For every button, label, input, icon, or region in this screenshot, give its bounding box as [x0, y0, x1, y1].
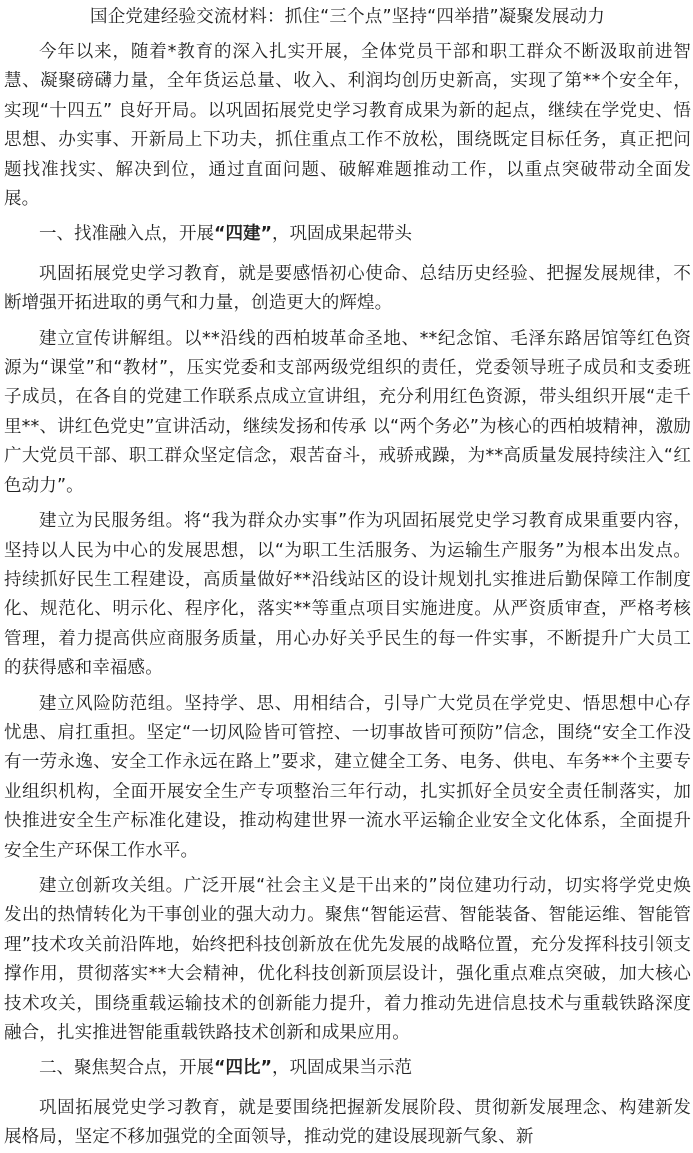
- service-group-paragraph: 建立为民服务组。将“我为群众办实事”作为巩固拓展党史学习教育成果重要内容，坚持以人民为中心的发展思想，以“为职工生活服务、为运输生产服务”为根本出发点。持续抓好民生工程建设，高质量做好**沿线站区的设计规划扎实推进后勤保障工作制度化、规范化、明示化、程序化，落实**等重点项目实施进度。从严资质审查，严格考核管理，着力提高供应商服务质量，用心办好关乎民生的每一件实事，不断提升广大员工的获得感和幸福感。: [4, 511, 691, 679]
- document-title: 国企党建经验交流材料：抓住“三个点”坚持“四举措”凝聚发展动力: [90, 7, 605, 27]
- innovation-group-paragraph: 建立创新攻关组。广泛开展“社会主义是干出来的”岗位建功行动，切实将学党史焕发出的热情转化为干事创业的强大动力。聚焦“智能运营、智能装备、智能运维、智能管理”技术攻关前沿阵地，始终把科技创新放在优先发展的战略位置，充分发挥科技引领支撑作用，贯彻落实**大会精神，优化科技创新顶层设计，强化重点难点突破，加大核心技术攻关，围绕重载运输技术的创新能力提升，着力推动先进信息技术与重载铁路深度融合，扎实推进智能重载铁路技术创新和成果应用。: [4, 875, 691, 1043]
- section-1-heading-quote: “四建”: [214, 224, 273, 245]
- section-2-heading: [4, 1054, 691, 1083]
- propaganda-group-paragraph: 建立宣传讲解组。以**沿线的西柏坡革命圣地、**纪念馆、毛泽东路居馆等红色资源为“课堂”和“教材”，压实党委和支部两级党组织的责任，党委领导班子成员和支委班子成员，在各自的党建工作联系点成立宣讲组，充分利用红色资源，带头组织开展“走千里**、讲红色党史”宣讲活动，继续发扬和传承 以“两个务必”为核心的西柏坡精神，激励广大党员干部、职工群众坚定信念，艰苦奋斗，戒骄戒躁，为**高质量发展持续注入“红色动力”。: [4, 328, 691, 496]
- section-1-lead-paragraph: 巩固拓展党史学习教育，就是要感悟初心使命、总结历史经验、把握发展规律，不断增强开拓进取的勇气和力量，创造更大的辉煌。: [4, 263, 691, 314]
- risk-group-paragraph: 建立风险防范组。坚持学、思、用相结合，引导广大党员在学党史、悟思想中心存忧患、肩扛重担。坚定“一切风险皆可管控、一切事故皆可预防”信念，围绕“安全工作没有一劳永逸、安全工作永远在路上”要求，建立健全工务、电务、供电、车务**个主要专业组织机构，全面开展安全生产专项整治三年行动，扎实抓好全员安全责任制落实，加快推进安全生产标准化建设，推动构建世界一流水平运输企业安全文化体系，全面提升安全生产环保工作水平。: [4, 693, 691, 861]
- section-2-heading-suffix: ，巩固成果当示范: [272, 1058, 413, 1079]
- section-2-lead-paragraph: 巩固拓展党史学习教育，就是要围绕把握新发展阶段、贯彻新发展理念、构建新发展格局，坚定不移加强党的全面领导，推动党的建设展现新气象、新: [4, 1097, 691, 1148]
- section-2-heading-prefix: 二、聚焦契合点，开展: [39, 1058, 214, 1079]
- section-2-heading-quote: “四比”: [214, 1058, 273, 1079]
- section-1-heading-prefix: 一、找准融入点，开展: [39, 224, 214, 245]
- section-1-heading-suffix: ，巩固成果起带头: [272, 224, 413, 245]
- section-1-heading: [4, 220, 691, 249]
- intro-paragraph: 今年以来，随着*教育的深入扎实开展，全体党员干部和职工群众不断汲取前进智慧、凝聚磅礴力量，全年货运总量、收入、利润均创历史新高，实现了第**个安全年，实现“十四五” 良好开局。以巩固拓展党史学习教育成果为新的起点，继续在学党史、悟思想、办实事、开新局上下功夫，抓住重点工作不放松，围绕既定目标任务，真正把问题找准找实、解决到位，通过直面问题、破解难题推动工作，以重点突破带动全面发展。: [4, 42, 691, 210]
